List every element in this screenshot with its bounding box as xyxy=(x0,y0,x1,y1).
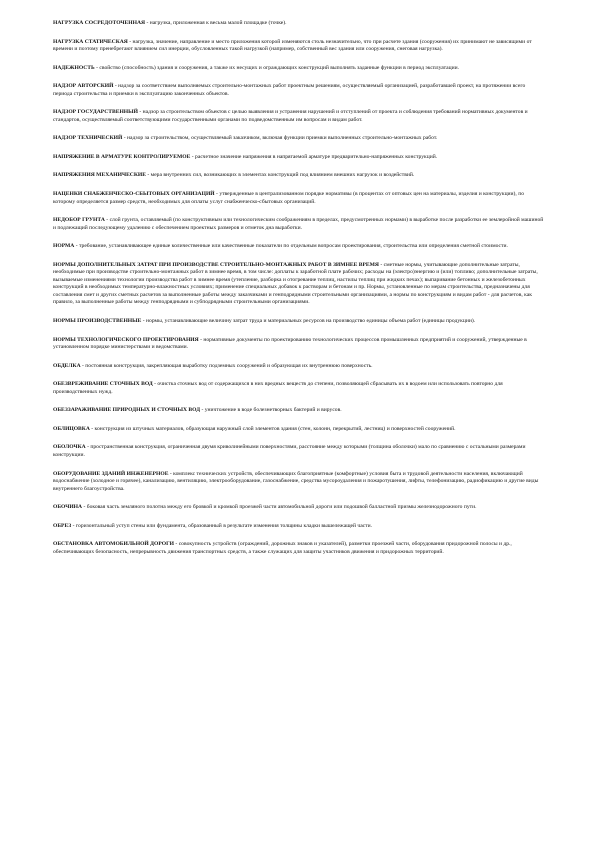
entry-definition: - слой грунта, оставляемый (по конструктивным или технологическим соображениям в пределах, предусмотренных нормами) в выработке после разработки ее землеройной машиной и подлежащий последующему удалению с обеспечением проектных размеров и отметок дна выработки. xyxy=(53,217,544,231)
entry-definition: - свойство (способность) здания и сооружения, а также их несущих и ограждающих конструкций выполнять заданные функции в период эксплуатации. xyxy=(94,64,460,71)
entry-term: НОРМЫ ТЕХНОЛОГИЧЕСКОГО ПРОЕКТИРОВАНИЯ xyxy=(53,336,199,343)
entry-term: ОБОЛОЧКА xyxy=(53,444,86,451)
glossary-entry-8 xyxy=(53,172,545,180)
glossary-entry-14 xyxy=(53,337,545,352)
entry-term: НАДЕЖНОСТЬ xyxy=(53,64,95,71)
glossary-entry-20 xyxy=(53,471,545,494)
entry-definition: - боковая часть земляного полотна между его бровкой и кромкой проезжей части автомобильной дороги или подошвой балластной призмы железнодорожного пути. xyxy=(82,504,477,511)
entry-definition: - горизонтальный уступ стены или фундамента, образованный в результате изменения толщины кладки вышележащей части. xyxy=(71,522,373,529)
entry-definition: - надзор за строительством объектов с целью выявления и устранения нарушений и отступлений от проекта и соблюдения требований нормативных документов и стандартов, осуществляемый соответствующими государственными органами по подведомственным им вопросам и видам работ. xyxy=(53,109,528,123)
entry-definition: - постоянная конструкция, закрепляющая выработку подземных сооружений и образующая их внутреннюю поверхность. xyxy=(80,362,373,369)
entry-definition: - уничтожение в воде болезнетворных бактерий и вирусов. xyxy=(200,407,342,414)
glossary-entry-7 xyxy=(53,154,545,162)
entry-term: НАГРУЗКА СТАТИЧЕСКАЯ xyxy=(53,38,128,45)
entry-definition: - пространственная конструкция, ограниченная двумя криволинейными поверхностями, расстояние между которыми (толщина оболочки) мало по сравнению с остальными размерами конструкции. xyxy=(53,444,526,458)
glossary-entry-23 xyxy=(53,541,545,556)
entry-term: НАПРЯЖЕНИЕ В АРМАТУРЕ КОНТРОЛИРУЕМОЕ xyxy=(53,153,191,160)
entry-term: НАДЗОР АВТОРСКИЙ xyxy=(53,83,114,90)
entry-term: НАЦЕНКИ СНАБЖЕНЧЕСКО-СБЫТОВЫХ ОРГАНИЗАЦИЙ xyxy=(53,191,215,198)
glossary-entry-13 xyxy=(53,318,545,326)
glossary-entry-19 xyxy=(53,444,545,459)
entry-definition: - требование, устанавливающее единые количественные или качественные показатели по отдельным вопросам проектирования, строительства или определения сметной стоимости. xyxy=(74,243,508,250)
entry-term: ОБЕЗВРЕЖИВАНИЕ СТОЧНЫХ ВОД xyxy=(53,381,153,388)
entry-term: ОБОРУДОВАНИЕ ЗДАНИЙ ИНЖЕНЕРНОЕ xyxy=(53,470,169,477)
entry-definition: - очистка сточных вод от содержащихся в них вредных веществ до степени, позволяющей сбрасывать их в водоем или использовать повторно для производственных нужд. xyxy=(53,381,503,395)
entry-definition: - комплекс технических устройств, обеспечивающих благоприятные (комфортные) условия быта и трудовой деятельности населения, включающий водоснабжение (холодное и горячее), канализацию, вентиляцию, электрооборудование, газоснабжение, средства мусороудаления и пожаротушения, лифты, телефонизацию, радиофикацию и другие виды внутреннего благоустройства. xyxy=(53,470,539,492)
entry-definition: - совокупность устройств (ограждений, дорожных знаков и указателей), разметки проезжей части, оборудования придорожной полосы и др., обеспечивающих безопасность, непрерывность движения транспортных средств, а также служащих для защиты участников движения и придорожных территорий. xyxy=(53,541,512,555)
glossary-entry-1 xyxy=(53,20,545,28)
glossary-entry-11 xyxy=(53,243,545,251)
glossary-entry-9 xyxy=(53,191,545,206)
entry-term: ОБОЧИНА xyxy=(53,504,83,511)
entry-term: НОРМА xyxy=(53,243,75,250)
entry-term: ОБСТАНОВКА АВТОМОБИЛЬНОЙ ДОРОГИ xyxy=(53,541,175,548)
entry-definition: - нагрузка, значение, направление и место приложения которой изменяются столь незначительно, что при расчете здания (сооружения) их принимают не зависящими от времени и поэтому пренебрегают влиянием сил инерции, обусловленных такой нагрузкой (например, собственный вес здания или сооружения, снеговая нагрузка). xyxy=(53,38,532,53)
glossary-entry-12 xyxy=(53,262,545,307)
glossary-entry-16 xyxy=(53,381,545,396)
entry-term: НЕДОБОР ГРУНТА xyxy=(53,217,105,224)
entry-definition: - надзор за соответствием выполняемых строительно-монтажных работ проектным решениям, осуществляемый организацией, разработавшей проект, на протяжении всего периода строительства и приемки в эксплуатацию законченных объектов. xyxy=(53,83,526,97)
glossary-entry-17 xyxy=(53,407,545,415)
glossary-entry-15 xyxy=(53,363,545,371)
entry-definition: - конструкция из штучных материалов, образующая наружный слой элементов здания (стен, колонн, перекрытий, лестниц) и поверхностей сооружений. xyxy=(89,425,456,432)
document-page xyxy=(53,20,545,567)
entry-term: НАДЗОР ТЕХНИЧЕСКИЙ xyxy=(53,135,123,142)
glossary-entry-2 xyxy=(53,39,545,54)
entry-definition: - утвержденные в централизованном порядке нормативы (в процентах от оптовых цен на материалы, изделия и конструкции), по которому определяется размер средств, необходимых для оплаты услуг снабженческо-сбытовых организаций. xyxy=(53,191,524,205)
entry-definition: - надзор за строительством, осуществляемый заказчиком, включая функции приемки выполненных строительно-монтажных работ. xyxy=(122,135,438,142)
entry-definition: - мера внутренних сил, возникающих в элементах конструкций под влиянием внешних нагрузок и воздействий. xyxy=(146,172,415,179)
entry-definition: - нормативные документы по проектированию технологических процессов промышленных предприятий и сооружений, утвержденные в установленном порядке министерствами и ведомствами. xyxy=(53,336,527,351)
glossary-entry-18 xyxy=(53,426,545,434)
entry-term: ОБЕЗЗАРАЖИВАНИЕ ПРИРОДНЫХ И СТОЧНЫХ ВОД xyxy=(53,407,201,414)
glossary-entry-3 xyxy=(53,65,545,73)
glossary-entry-5 xyxy=(53,109,545,124)
entry-term: НАДЗОР ГОСУДАРСТВЕННЫЙ xyxy=(53,109,138,116)
entry-term: НОРМЫ ДОПОЛНИТЕЛЬНЫХ ЗАТРАТ ПРИ ПРОИЗВОДСТВЕ СТРОИТЕЛЬНО-МОНТАЖНЫХ РАБОТ В ЗИМНЕЕ ВРЕМЯ xyxy=(53,261,379,268)
glossary-entry-10 xyxy=(53,217,545,232)
glossary-entry-4 xyxy=(53,83,545,98)
entry-definition: - нагрузка, приложенная к весьма малой площадке (точке). xyxy=(145,20,287,26)
glossary-entry-22 xyxy=(53,523,545,531)
glossary-entry-21 xyxy=(53,504,545,512)
glossary-entry-6 xyxy=(53,135,545,143)
entry-term: НАГРУЗКА СОСРЕДОТОЧЕННАЯ xyxy=(53,20,146,26)
entry-term: НАПРЯЖЕНИЯ МЕХАНИЧЕСКИЕ xyxy=(53,172,146,179)
entry-term: ОБЛИЦОВКА xyxy=(53,425,90,432)
entry-definition: - сметные нормы, учитывающие дополнительные затраты, необходимые при производстве строительно-монтажных работ в зимнее время, в том числе: доплаты к заработной плате рабочих; расходы на (электро)энергию и (или) топливо; дополнительные затраты, вызываемые изменениями технологии производства работ в зимнее время (утепление, разборка и отогревание теплиц, настилы теплиц при жидких печах); выпаривание бетонных и железобетонных конструкций в необходимых температурно-влажностных условиях; применение специальных добавок к растворам и бетонам и пр. Нормы, установленные по мерам строительства, предназначены для составления смет и других сметных расчетов за выполненные работы между заказчиками и генподрядными строительными организациями, а нормы по конструкциям и видам работ - для расчетов, как правило, за выполненные работы между генподрядными и субподрядными строительными организациями. xyxy=(53,261,538,306)
entry-term: НОРМЫ ПРОИЗВОДСТВЕННЫЕ xyxy=(53,318,142,325)
entry-term: ОБДЕЛКА xyxy=(53,362,81,369)
entry-definition: - нормы, устанавливающие величину затрат труда и материальных ресурсов на производство единицы объема работ (единицы продукции). xyxy=(141,318,476,325)
entry-term: ОБРЕЗ xyxy=(53,522,72,529)
entry-definition: - расчетное значение напряжения в напрягаемой арматуре предварительно-напряженных конструкций. xyxy=(190,153,438,160)
